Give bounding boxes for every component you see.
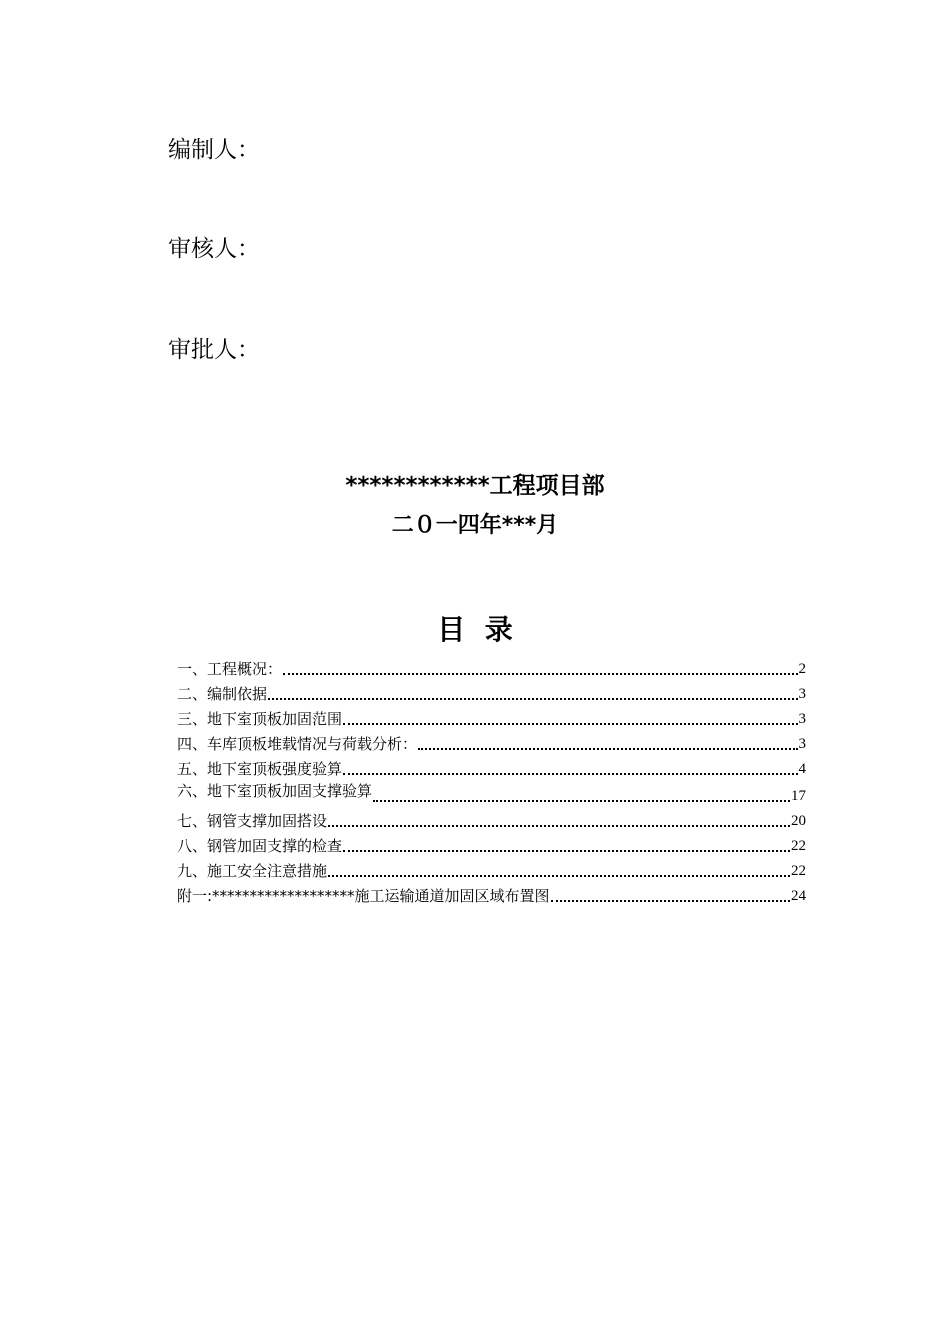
toc-entry-text: 九、施工安全注意措施 <box>177 862 328 880</box>
toc-leader-dots <box>373 800 790 802</box>
toc-entry-text: 四、车库顶板堆载情况与荷载分析： <box>177 735 418 753</box>
toc-entry-text: 三、地下室顶板加固范围 <box>177 710 343 728</box>
toc-leader-dots <box>283 673 797 675</box>
toc-leader-dots <box>328 875 790 877</box>
toc-leader-dots <box>551 900 790 902</box>
toc-entry-page: 24 <box>791 888 806 904</box>
toc-entry[interactable] <box>177 856 806 881</box>
table-of-contents <box>177 654 806 906</box>
toc-leader-dots <box>343 773 797 775</box>
compiler-label: 编制人： <box>168 137 260 163</box>
document-date: 二０一四年***月 <box>391 513 559 538</box>
approver-label: 审批人： <box>168 337 260 363</box>
toc-entry-page: 4 <box>798 761 806 777</box>
toc-entry-page: 17 <box>791 788 806 804</box>
toc-entry[interactable] <box>177 729 806 754</box>
toc-leader-dots <box>268 698 797 700</box>
toc-entry-page: 3 <box>798 686 806 702</box>
toc-entry-text: 六、地下室顶板加固支撑验算 <box>177 782 373 800</box>
toc-entry-page: 2 <box>798 661 806 677</box>
toc-entry[interactable] <box>177 679 806 704</box>
toc-entry-text: 一、工程概况： <box>177 660 283 678</box>
toc-entry-page: 3 <box>798 711 806 727</box>
toc-entry[interactable] <box>177 704 806 729</box>
toc-leader-dots <box>343 850 790 852</box>
toc-entry[interactable] <box>177 881 806 906</box>
toc-entry-page: 22 <box>791 863 806 879</box>
toc-entry[interactable] <box>177 831 806 856</box>
toc-entry-text: 七、钢管支撑加固搭设 <box>177 812 328 830</box>
toc-heading: 目 录 <box>437 613 513 646</box>
toc-entry-page: 3 <box>798 736 806 752</box>
toc-entry[interactable] <box>177 654 806 679</box>
toc-entry-text: 附一:*******************施工运输通道加固区域布置图 <box>177 887 550 905</box>
toc-entry-text: 二、编制依据 <box>177 685 268 703</box>
toc-entry-text: 五、地下室顶板强度验算 <box>177 760 343 778</box>
toc-entry-page: 22 <box>791 838 806 854</box>
toc-entry[interactable] <box>177 779 806 806</box>
toc-entry[interactable] <box>177 806 806 831</box>
toc-leader-dots <box>328 825 790 827</box>
toc-entry-text: 八、钢管加固支撑的检查 <box>177 837 343 855</box>
toc-leader-dots <box>418 748 797 750</box>
toc-leader-dots <box>343 723 797 725</box>
reviewer-label: 审核人： <box>168 236 260 262</box>
project-department-title: ************工程项目部 <box>345 473 605 499</box>
toc-entry[interactable] <box>177 754 806 779</box>
toc-entry-page: 20 <box>791 813 806 829</box>
